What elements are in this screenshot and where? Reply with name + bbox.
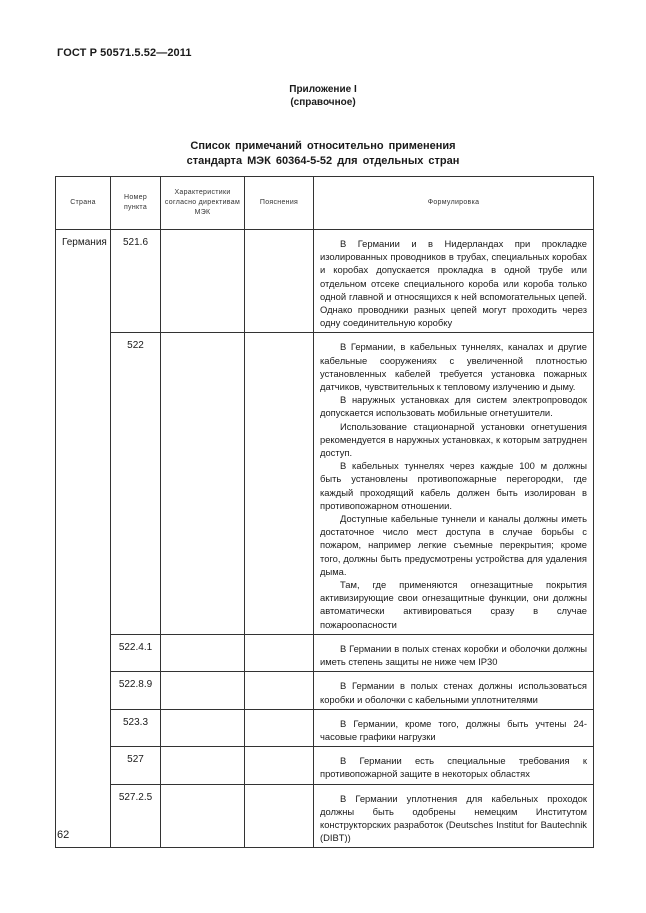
title-line-1: Список примечаний относительно применения (190, 140, 456, 152)
wording-paragraph: В Германии есть специальные требования к противопожарной защите в некоторых областях (320, 755, 587, 780)
wording-paragraph: В наружных установках для систем электропроводок допускается использовать мобильные огнетушители. (320, 394, 587, 419)
table-row (56, 672, 594, 709)
wording-cell (314, 230, 594, 333)
characteristics-cell (161, 747, 245, 784)
annex-heading (0, 83, 646, 109)
clause-number-cell: 527 (111, 747, 161, 784)
wording-cell (314, 784, 594, 848)
wording-paragraph: Там, где применяются огнезащитные покрытия активизирующие свои огнезащитные функции, они должны автоматически активироваться сразу в случае пожароопасности (320, 579, 587, 630)
column-header-explanations: Пояснения (245, 177, 314, 230)
clause-number-cell: 522.8.9 (111, 672, 161, 709)
annex-kind: (справочное) (290, 97, 356, 108)
explanations-cell (245, 333, 314, 634)
table-row (56, 709, 594, 746)
explanations-cell (245, 784, 314, 848)
characteristics-cell (161, 784, 245, 848)
table-row (56, 634, 594, 671)
column-header-clause-number: Номер пункта (111, 177, 161, 230)
wording-paragraph: Использование стационарной установки огнетушения рекомендуется в наружных установках, к которым затруднен доступ. (320, 420, 587, 459)
table-row (56, 333, 594, 634)
characteristics-cell (161, 333, 245, 634)
wording-paragraph: Доступные кабельные туннели и каналы должны иметь достаточное число мест доступа в случае борьбы с пожаром, например легкие съемные перекрытия; кроме того, должны быть предусмотрены устройства для удаления дыма. (320, 513, 587, 577)
page-number: 62 (57, 829, 70, 841)
country-cell: Германия (56, 230, 111, 848)
wording-paragraph: В Германии и в Нидерландах при прокладке изолированных проводников в трубах, специальных коробах и коробах допускается прокладка в одной трубе или отдельном отсеке специального короба или короба только одной главной и относящихся к ней вспомогательных цепей. Однако проводники разных цепей могут проходить через одну соединительную коробку (320, 238, 587, 329)
document-header: ГОСТ Р 50571.5.52—2011 (57, 47, 192, 59)
characteristics-cell (161, 672, 245, 709)
clause-number-cell: 522.4.1 (111, 634, 161, 671)
column-header-wording: Формулировка (314, 177, 594, 230)
wording-cell (314, 333, 594, 634)
wording-cell (314, 709, 594, 746)
clause-number-cell: 522 (111, 333, 161, 634)
explanations-cell (245, 709, 314, 746)
document-title (0, 139, 646, 169)
wording-cell (314, 672, 594, 709)
table-row (56, 230, 594, 333)
wording-paragraph: В Германии в полых стенах коробки и оболочки должны иметь степень защиты не ниже чем IP30 (320, 642, 587, 668)
annex-label: Приложение I (289, 84, 357, 95)
wording-paragraph: В Германии, кроме того, должны быть учтены 24-часовые графики нагрузки (320, 717, 587, 742)
title-line-2: стандарта МЭК 60364-5-52 для отдельных стран (186, 155, 460, 167)
characteristics-cell (161, 634, 245, 671)
wording-paragraph: В Германии, в кабельных туннелях, каналах и другие кабельные сооружениях с увеличенной плотностью установленных кабелей требуется установка пожарных датчиков, чувствительных к тепловому излучению и дыму. (320, 341, 587, 393)
column-header-iec-characteristics: Характеристики согласно директивам МЭК (161, 177, 245, 230)
clause-number-cell: 527.2.5 (111, 784, 161, 848)
table-row (56, 784, 594, 848)
characteristics-cell (161, 230, 245, 333)
explanations-cell (245, 747, 314, 784)
wording-paragraph: В Германии уплотнения для кабельных проходок должны быть одобрены немецким Институтом конструкторских разработок (Deutsches Institut for Bautechnik (DIBT)) (320, 792, 587, 844)
explanations-cell (245, 230, 314, 333)
table-row (56, 747, 594, 784)
clause-number-cell: 523.3 (111, 709, 161, 746)
wording-paragraph: В кабельных туннелях через каждые 100 м должны быть установлены противопожарные перегородки, где каждый проходящий кабель должен быть изолирован в противопожарном отношении. (320, 460, 587, 511)
clause-number-cell: 521.6 (111, 230, 161, 333)
explanations-cell (245, 672, 314, 709)
wording-cell (314, 634, 594, 671)
characteristics-cell (161, 709, 245, 746)
column-header-country: Страна (56, 177, 111, 230)
table-header-row (56, 177, 594, 230)
wording-cell (314, 747, 594, 784)
notes-table (55, 176, 594, 848)
explanations-cell (245, 634, 314, 671)
wording-paragraph: В Германии в полых стенах должны использоваться коробки и оболочки с кабельными уплотнителями (320, 680, 587, 705)
